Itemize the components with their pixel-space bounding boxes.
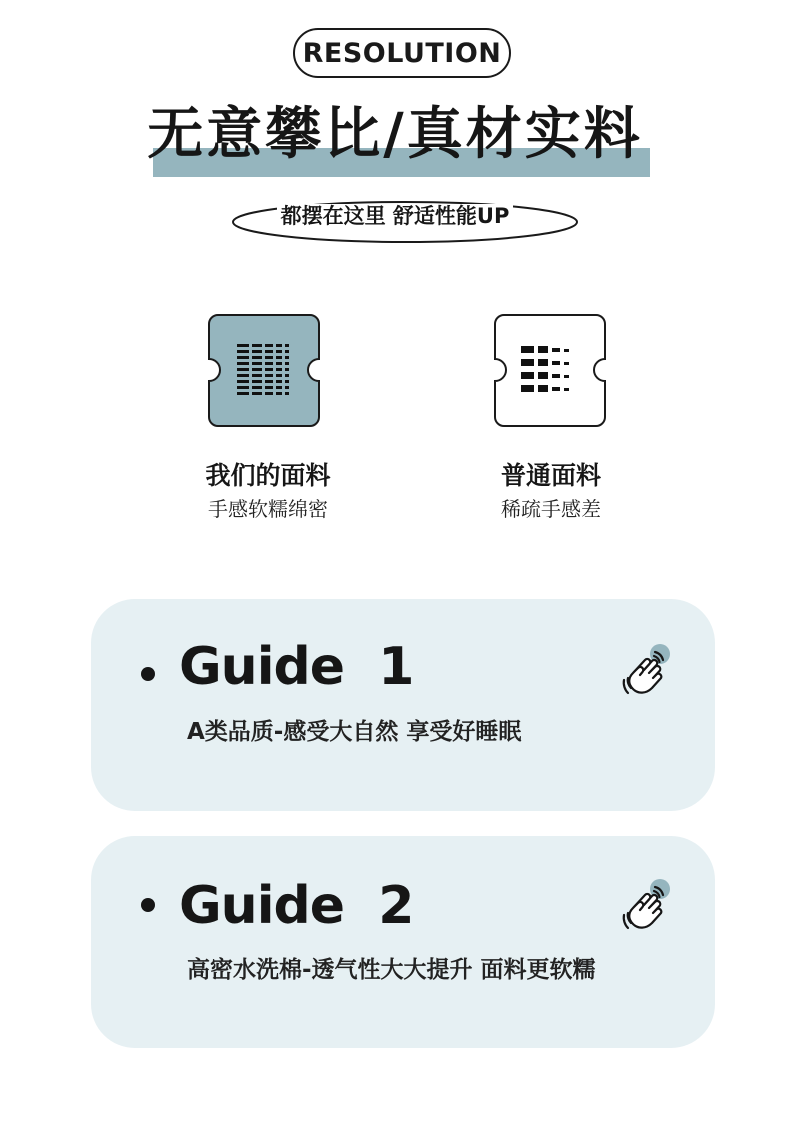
guide-card-2 — [91, 836, 715, 1048]
guide-description: A类品质-感受大自然 享受好睡眠 — [187, 719, 522, 745]
page-subtitle-text: 都摆在这里 舒适性能UP — [277, 204, 514, 228]
waving-hand-icon — [619, 643, 675, 699]
our-fabric-description: 手感软糯绵密 — [208, 497, 328, 521]
our-fabric-title: 我们的面料 — [205, 461, 331, 490]
guide-title: Guide 1 — [179, 637, 414, 697]
page-headline: 无意攀比/真材实料 — [147, 102, 643, 167]
resolution-badge: RESOLUTION — [293, 28, 511, 78]
guide-description: 高密水洗棉-透气性大大提升 面料更软糯 — [187, 957, 596, 983]
sparse-fabric-swatch-icon — [494, 314, 606, 427]
page-subtitle — [0, 201, 790, 231]
guide-title: Guide 2 — [179, 876, 414, 936]
bullet-dot — [141, 898, 155, 912]
bullet-dot — [141, 667, 155, 681]
normal-fabric-description: 稀疏手感差 — [501, 497, 601, 521]
normal-fabric-title: 普通面料 — [500, 461, 601, 490]
dense-fabric-swatch-icon — [208, 314, 320, 427]
waving-hand-icon — [619, 878, 675, 934]
guide-card-1 — [91, 599, 715, 811]
